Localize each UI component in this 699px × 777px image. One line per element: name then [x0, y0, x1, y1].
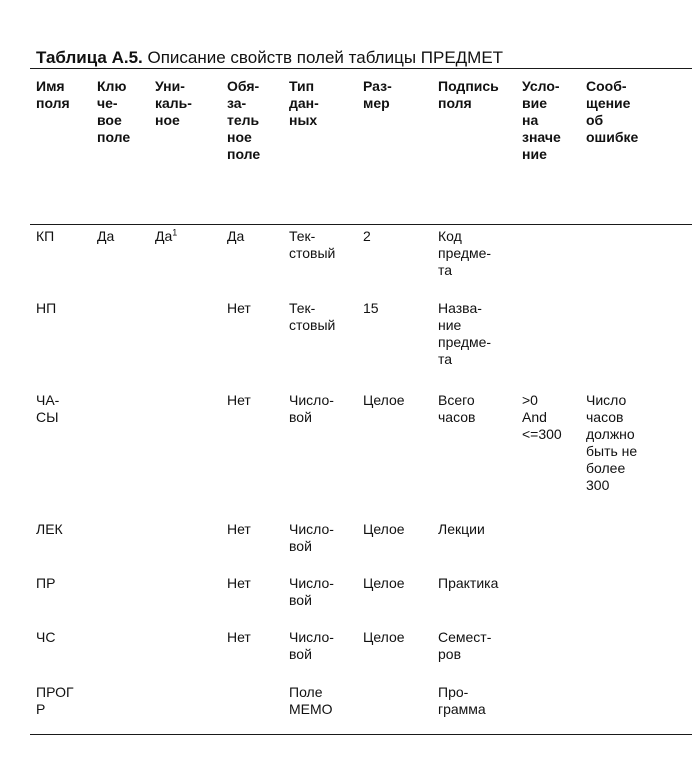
cell-required: Нет: [227, 629, 251, 645]
cell-caption: Назва- ние предме- та: [438, 300, 492, 367]
header-error-message: Сооб- щение об ошибке: [586, 78, 639, 145]
cell-required: Нет: [227, 521, 251, 537]
cell-required: Нет: [227, 575, 251, 591]
header-validation-rule: Усло- вие на значе ние: [522, 78, 561, 162]
cell-validation-rule: >0 And <=300: [522, 392, 562, 442]
cell-field-name: ЧА- СЫ: [36, 392, 60, 425]
cell-required: Да: [227, 228, 245, 244]
header-required: Обя- за- тель ное поле: [227, 78, 261, 162]
cell-data-type: Число- вой: [289, 575, 334, 608]
cell-size: Целое: [363, 575, 405, 591]
cell-caption: Всего часов: [438, 392, 476, 425]
cell-size: Целое: [363, 392, 405, 408]
cell-field-name: ПРОГ Р: [36, 684, 74, 717]
cell-caption: Семест- ров: [438, 629, 492, 662]
header-field-name: Имя поля: [36, 78, 70, 111]
cell-data-type: Число- вой: [289, 521, 334, 554]
cell-field-name: ЛЕК: [36, 521, 63, 537]
cell-data-type: Тек- стовый: [289, 228, 336, 261]
header-key-field: Клю че- вое поле: [97, 78, 131, 145]
header-unique: Уни- каль- ное: [155, 78, 192, 128]
cell-size: 15: [363, 300, 379, 316]
cell-data-type: Поле MEMO: [289, 684, 333, 717]
header-size: Раз- мер: [363, 78, 392, 111]
cell-size: Целое: [363, 629, 405, 645]
header-caption: Подпись поля: [438, 78, 499, 111]
table-top-rule: [30, 68, 692, 69]
table-caption-label: Таблица А.5.: [36, 48, 143, 67]
cell-data-type: Тек- стовый: [289, 300, 336, 333]
cell-unique-value: Да: [155, 228, 173, 244]
cell-required: Нет: [227, 392, 251, 408]
header-data-type: Тип дан- ных: [289, 78, 319, 128]
cell-size: 2: [363, 228, 371, 244]
footnote-marker: 1: [172, 227, 178, 238]
cell-field-name: ПР: [36, 575, 56, 591]
cell-field-name: КП: [36, 228, 55, 244]
table-bottom-rule: [30, 734, 692, 735]
cell-key-field: Да: [97, 228, 115, 244]
table-caption: [36, 48, 503, 68]
cell-size: Целое: [363, 521, 405, 537]
cell-data-type: Число- вой: [289, 629, 334, 662]
cell-field-name: НП: [36, 300, 57, 316]
cell-error-message: Число часов должно быть не более 300: [586, 392, 638, 493]
cell-caption: Практика: [438, 575, 499, 591]
table-caption-text: Описание свойств полей таблицы ПРЕДМЕТ: [142, 48, 504, 67]
header-separator-rule: [30, 224, 692, 225]
cell-required: Нет: [227, 300, 251, 316]
cell-caption: Лекции: [438, 521, 485, 537]
cell-data-type: Число- вой: [289, 392, 334, 425]
cell-field-name: ЧС: [36, 629, 56, 645]
cell-caption: Про- грамма: [438, 684, 486, 717]
cell-unique: [155, 228, 177, 245]
cell-caption: Код предме- та: [438, 228, 492, 278]
